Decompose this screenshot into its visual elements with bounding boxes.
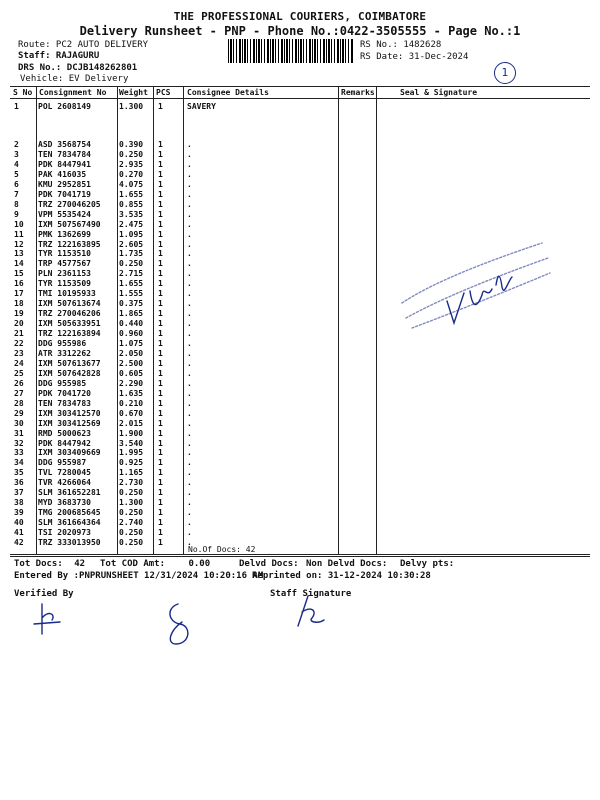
table-row <box>0 200 600 210</box>
table-row <box>0 478 600 488</box>
row-consignee-details: . <box>187 269 192 279</box>
table-header-border <box>10 98 590 99</box>
row-consignment-no: DDG 955987 <box>38 458 87 468</box>
table-row <box>0 180 600 190</box>
table-row <box>0 102 600 112</box>
tot-cod-label: Tot COD Amt: <box>100 559 166 569</box>
row-weight: 0.270 <box>119 169 144 179</box>
row-consignment-no: IXM 507613677 <box>38 358 101 368</box>
row-consignment-no: PLN 2361153 <box>38 269 91 279</box>
row-consignment-no: RMD 5000623 <box>38 428 91 438</box>
row-weight: 2.015 <box>119 418 144 428</box>
row-consignment-no: TVL 7280045 <box>38 468 91 478</box>
row-weight: 1.900 <box>119 428 144 438</box>
table-row <box>0 429 600 439</box>
row-pcs: 1 <box>158 159 163 169</box>
row-consignee-details: . <box>187 329 192 339</box>
row-pcs: 1 <box>158 358 163 368</box>
row-pcs: 1 <box>158 249 163 259</box>
row-sno: 18 <box>14 299 24 309</box>
row-consignment-no: PDK 7041720 <box>38 388 91 398</box>
drs-value: DCJB148262801 <box>66 63 138 73</box>
row-sno: 33 <box>14 448 24 458</box>
row-consignment-no: ASD 3568754 <box>38 140 91 149</box>
row-weight: 0.210 <box>119 398 144 408</box>
table-row <box>0 359 600 369</box>
row-consignment-no: DDG 955985 <box>38 378 87 388</box>
table-row <box>0 389 600 399</box>
row-consignee-details: . <box>187 368 192 378</box>
row-consignee-details: . <box>187 388 192 398</box>
table-row <box>0 508 600 518</box>
row-consignment-no: IXM 303409669 <box>38 448 101 458</box>
row-sno: 31 <box>14 428 24 438</box>
row-pcs: 1 <box>158 348 163 358</box>
table-row <box>0 210 600 220</box>
row-consignment-no: TEN 7834784 <box>38 149 91 159</box>
tot-docs-label: Tot Docs: <box>14 559 63 569</box>
table-row <box>0 379 600 389</box>
row-weight: 1.635 <box>119 388 144 398</box>
row-pcs: 1 <box>158 259 163 269</box>
row-sno: 20 <box>14 319 24 329</box>
row-sno: 22 <box>14 339 24 348</box>
row-consignee-details: . <box>187 478 192 488</box>
row-sno: 1 <box>14 102 19 111</box>
row-weight: 2.740 <box>119 518 144 528</box>
row-consignee-details: . <box>187 259 192 269</box>
row-pcs: 1 <box>158 102 163 111</box>
row-pcs: 1 <box>158 458 163 468</box>
row-consignee-details: . <box>187 169 192 179</box>
row-weight: 2.475 <box>119 219 144 229</box>
row-pcs: 1 <box>158 528 163 538</box>
row-sno: 5 <box>14 169 19 179</box>
table-row <box>0 498 600 508</box>
row-weight: 1.555 <box>119 289 144 299</box>
row-consignment-no: TEN 7834783 <box>38 398 91 408</box>
row-consignee-details: . <box>187 378 192 388</box>
col-remarks: Remarks <box>341 88 375 97</box>
table-top-border <box>10 86 590 87</box>
row-consignment-no: IXM 303412570 <box>38 408 101 418</box>
table-row <box>0 150 600 160</box>
row-consignee-details: . <box>187 229 192 239</box>
verified-signature <box>30 600 70 640</box>
row-pcs: 1 <box>158 388 163 398</box>
row-sno: 13 <box>14 249 24 259</box>
table-row <box>0 468 600 478</box>
row-pcs: 1 <box>158 339 163 348</box>
row-weight: 2.605 <box>119 239 144 249</box>
row-consignee-details: SAVERY <box>187 102 216 111</box>
row-pcs: 1 <box>158 239 163 249</box>
row-pcs: 1 <box>158 149 163 159</box>
verified-initial-mark <box>160 600 200 650</box>
row-consignment-no: TYR 1153510 <box>38 249 91 259</box>
row-consignment-no: IXM 507613674 <box>38 299 101 309</box>
row-consignee-details: . <box>187 408 192 418</box>
row-consignee-details: . <box>187 279 192 289</box>
col-sno: S No <box>13 88 33 97</box>
reprinted-on: Reprinted on: 31-12-2024 10:30:28 <box>252 571 431 581</box>
company-title: THE PROFESSIONAL COURIERS, COIMBATORE <box>173 10 427 23</box>
row-consignment-no: PMK 1362699 <box>38 229 91 239</box>
row-consignee-details: . <box>187 309 192 319</box>
row-consignment-no: IXM 507642828 <box>38 368 101 378</box>
row-weight: 0.925 <box>119 458 144 468</box>
row-consignment-no: VPM 5535424 <box>38 209 91 219</box>
table-row <box>0 538 600 548</box>
row-weight: 0.250 <box>119 528 144 538</box>
drs-number <box>18 63 137 73</box>
row-sno: 4 <box>14 159 19 169</box>
row-pcs: 1 <box>158 299 163 309</box>
row-consignment-no: SLM 361652281 <box>38 488 101 498</box>
row-consignee-details: . <box>187 140 192 149</box>
table-row <box>0 170 600 180</box>
table-row <box>0 220 600 230</box>
row-consignee-details: . <box>187 219 192 229</box>
row-weight: 2.050 <box>119 348 144 358</box>
summary-tot-cod <box>100 559 210 569</box>
runsheet-subtitle: Delivery Runsheet - PNP - Phone No.:0422-3505555 - Page No.:1 <box>79 24 521 38</box>
row-consignee-details: . <box>187 209 192 219</box>
row-sno: 11 <box>14 229 24 239</box>
row-consignee-details: . <box>187 249 192 259</box>
row-consignment-no: TVR 4266064 <box>38 478 91 488</box>
row-consignment-no: TRP 4577567 <box>38 259 91 269</box>
row-consignee-details: . <box>187 358 192 368</box>
row-weight: 0.250 <box>119 259 144 269</box>
row-weight: 2.935 <box>119 159 144 169</box>
row-weight: 1.300 <box>119 498 144 508</box>
row-sno: 29 <box>14 408 24 418</box>
row-sno: 27 <box>14 388 24 398</box>
row-consignee-details: . <box>187 299 192 309</box>
row-sno: 16 <box>14 279 24 289</box>
row-weight: 0.375 <box>119 299 144 309</box>
table-row <box>0 140 600 150</box>
row-consignee-details: . <box>187 179 192 189</box>
row-consignment-no: TYR 1153509 <box>38 279 91 289</box>
row-consignee-details: . <box>187 239 192 249</box>
table-row <box>0 528 600 538</box>
row-pcs: 1 <box>158 448 163 458</box>
row-weight: 0.390 <box>119 140 144 149</box>
summary-tot-docs <box>14 559 85 569</box>
row-sno: 28 <box>14 398 24 408</box>
no-of-docs: No.Of Docs: 42 <box>188 545 256 554</box>
row-consignment-no: TRZ 122163894 <box>38 329 101 339</box>
row-consignment-no: ATR 3312262 <box>38 348 91 358</box>
row-consignment-no: TRZ 122163895 <box>38 239 101 249</box>
table-row <box>0 518 600 528</box>
row-sno: 2 <box>14 140 19 149</box>
col-consignment: Consignment No <box>39 88 107 97</box>
route-label: Route: PC2 AUTO DELIVERY <box>18 40 149 50</box>
row-pcs: 1 <box>158 408 163 418</box>
row-sno: 10 <box>14 219 24 229</box>
row-sno: 32 <box>14 438 24 448</box>
row-consignment-no: POL 2608149 <box>38 102 91 111</box>
row-sno: 9 <box>14 209 19 219</box>
row-sno: 25 <box>14 368 24 378</box>
row-consignee-details: . <box>187 498 192 508</box>
row-sno: 41 <box>14 528 24 538</box>
col-consignee-details: Consignee Details <box>187 88 269 97</box>
row-consignee-details: . <box>187 428 192 438</box>
vehicle-label: Vehicle: EV Delivery <box>20 74 129 84</box>
row-weight: 2.715 <box>119 269 144 279</box>
row-consignment-no: IXM 303412569 <box>38 418 101 428</box>
row-weight: 0.855 <box>119 199 144 209</box>
table-row <box>0 448 600 458</box>
row-pcs: 1 <box>158 269 163 279</box>
table-row <box>0 369 600 379</box>
row-pcs: 1 <box>158 219 163 229</box>
col-pcs: PCS <box>156 88 171 97</box>
row-consignee-details: . <box>187 418 192 428</box>
row-consignee-details: . <box>187 199 192 209</box>
row-consignment-no: DDG 955986 <box>38 339 87 348</box>
row-weight: 2.500 <box>119 358 144 368</box>
row-sno: 26 <box>14 378 24 388</box>
row-pcs: 1 <box>158 468 163 478</box>
row-consignment-no: KMU 2952851 <box>38 179 91 189</box>
row-sno: 8 <box>14 199 19 209</box>
row-pcs: 1 <box>158 279 163 289</box>
row-consignee-details: . <box>187 319 192 329</box>
row-pcs: 1 <box>158 478 163 488</box>
summary-delvy-pts: Delvy pts: <box>400 559 455 569</box>
row-weight: 1.865 <box>119 309 144 319</box>
verified-by-label: Verified By <box>14 589 74 599</box>
row-sno: 12 <box>14 239 24 249</box>
table-row <box>0 458 600 468</box>
row-consignment-no: TRZ 333013950 <box>38 538 101 547</box>
row-pcs: 1 <box>158 309 163 319</box>
row-sno: 17 <box>14 289 24 299</box>
row-pcs: 1 <box>158 508 163 518</box>
row-weight: 1.095 <box>119 229 144 239</box>
row-consignee-details: . <box>187 468 192 478</box>
row-consignee-details: . <box>187 289 192 299</box>
staff-label: Staff: RAJAGURU <box>18 51 100 61</box>
row-sno: 39 <box>14 508 24 518</box>
row-consignee-details: . <box>187 448 192 458</box>
row-pcs: 1 <box>158 538 163 547</box>
row-consignment-no: TMI 10195933 <box>38 289 96 299</box>
row-weight: 2.730 <box>119 478 144 488</box>
table-row <box>0 488 600 498</box>
row-weight: 4.075 <box>119 179 144 189</box>
row-consignment-no: PDK 8447941 <box>38 159 91 169</box>
table-row <box>0 439 600 449</box>
row-pcs: 1 <box>158 418 163 428</box>
row-sno: 30 <box>14 418 24 428</box>
row-pcs: 1 <box>158 438 163 448</box>
row-consignment-no: TMG 200685645 <box>38 508 101 518</box>
drs-label: DRS No.: <box>18 63 62 73</box>
table-bottom-border <box>10 554 590 555</box>
row-weight: 0.250 <box>119 538 144 547</box>
row-sno: 21 <box>14 329 24 339</box>
row-pcs: 1 <box>158 368 163 378</box>
row-pcs: 1 <box>158 518 163 528</box>
row-consignment-no: TRZ 270046206 <box>38 309 101 319</box>
row-consignee-details: . <box>187 458 192 468</box>
barcode <box>228 39 354 63</box>
received-stamp-signature <box>392 233 552 343</box>
table-row <box>0 160 600 170</box>
row-pcs: 1 <box>158 498 163 508</box>
row-weight: 1.735 <box>119 249 144 259</box>
rs-number: RS No.: 1482628 <box>360 40 442 50</box>
row-pcs: 1 <box>158 378 163 388</box>
col-weight: Weight <box>119 88 148 97</box>
row-weight: 0.960 <box>119 329 144 339</box>
row-consignee-details: . <box>187 508 192 518</box>
row-pcs: 1 <box>158 488 163 498</box>
row-consignment-no: IXM 507567490 <box>38 219 101 229</box>
table-row <box>0 349 600 359</box>
row-consignee-details: . <box>187 348 192 358</box>
row-consignee-details: . <box>187 518 192 528</box>
row-pcs: 1 <box>158 289 163 299</box>
row-sno: 38 <box>14 498 24 508</box>
row-weight: 0.605 <box>119 368 144 378</box>
row-pcs: 1 <box>158 209 163 219</box>
row-consignee-details: . <box>187 339 192 348</box>
row-consignee-details: . <box>187 528 192 538</box>
page-mark-circle: 1 <box>494 62 516 84</box>
tot-docs-value: 42 <box>74 559 86 569</box>
row-pcs: 1 <box>158 179 163 189</box>
row-pcs: 1 <box>158 329 163 339</box>
summary-non-delvd-docs: Non Delvd Docs: <box>306 559 388 569</box>
row-weight: 2.290 <box>119 378 144 388</box>
row-sno: 23 <box>14 348 24 358</box>
row-sno: 40 <box>14 518 24 528</box>
staff-signature <box>288 592 328 632</box>
row-consignment-no: SLM 361664364 <box>38 518 101 528</box>
row-pcs: 1 <box>158 189 163 199</box>
row-weight: 1.300 <box>119 102 144 111</box>
summary-delvd-docs: Delvd Docs: <box>239 559 299 569</box>
row-weight: 0.250 <box>119 149 144 159</box>
row-weight: 1.995 <box>119 448 144 458</box>
row-pcs: 1 <box>158 169 163 179</box>
rs-date: RS Date: 31-Dec-2024 <box>360 52 469 62</box>
col-seal-signature: Seal & Signature <box>400 88 478 97</box>
row-weight: 1.165 <box>119 468 144 478</box>
table-row <box>0 419 600 429</box>
table-row <box>0 399 600 409</box>
row-sno: 19 <box>14 309 24 319</box>
row-weight: 3.535 <box>119 209 144 219</box>
row-consignee-details: . <box>187 538 192 547</box>
row-consignee-details: . <box>187 488 192 498</box>
row-pcs: 1 <box>158 229 163 239</box>
row-consignee-details: . <box>187 189 192 199</box>
row-consignment-no: TRZ 270046205 <box>38 199 101 209</box>
row-sno: 42 <box>14 538 24 547</box>
row-weight: 0.440 <box>119 319 144 329</box>
row-sno: 14 <box>14 259 24 269</box>
row-weight: 1.655 <box>119 279 144 289</box>
row-weight: 3.540 <box>119 438 144 448</box>
tot-cod-value: 0.00 <box>188 559 211 569</box>
table-row <box>0 409 600 419</box>
row-sno: 6 <box>14 179 19 189</box>
row-sno: 3 <box>14 149 19 159</box>
row-sno: 35 <box>14 468 24 478</box>
entered-by: Entered By :PNPRUNSHEET 12/31/2024 10:20:16 AM <box>14 571 264 581</box>
row-weight: 1.655 <box>119 189 144 199</box>
row-weight: 0.250 <box>119 508 144 518</box>
row-sno: 24 <box>14 358 24 368</box>
row-sno: 7 <box>14 189 19 199</box>
row-consignment-no: PAK 416035 <box>38 169 87 179</box>
row-consignee-details: . <box>187 438 192 448</box>
row-consignment-no: IXM 505633951 <box>38 319 101 329</box>
row-sno: 37 <box>14 488 24 498</box>
row-consignment-no: TSI 2020973 <box>38 528 91 538</box>
row-consignment-no: PDK 8447942 <box>38 438 91 448</box>
row-consignee-details: . <box>187 159 192 169</box>
row-pcs: 1 <box>158 398 163 408</box>
row-weight: 0.250 <box>119 488 144 498</box>
staff-signature-label: Staff Signature <box>270 589 352 599</box>
row-sno: 36 <box>14 478 24 488</box>
row-pcs: 1 <box>158 428 163 438</box>
row-sno: 15 <box>14 269 24 279</box>
row-pcs: 1 <box>158 199 163 209</box>
row-weight: 0.670 <box>119 408 144 418</box>
row-consignee-details: . <box>187 149 192 159</box>
row-pcs: 1 <box>158 319 163 329</box>
row-pcs: 1 <box>158 140 163 149</box>
row-consignment-no: MYD 3683730 <box>38 498 91 508</box>
table-row <box>0 190 600 200</box>
row-sno: 34 <box>14 458 24 468</box>
row-consignment-no: PDK 7041719 <box>38 189 91 199</box>
table-bottom-border-double <box>10 556 590 557</box>
row-weight: 1.075 <box>119 339 144 348</box>
row-consignee-details: . <box>187 398 192 408</box>
